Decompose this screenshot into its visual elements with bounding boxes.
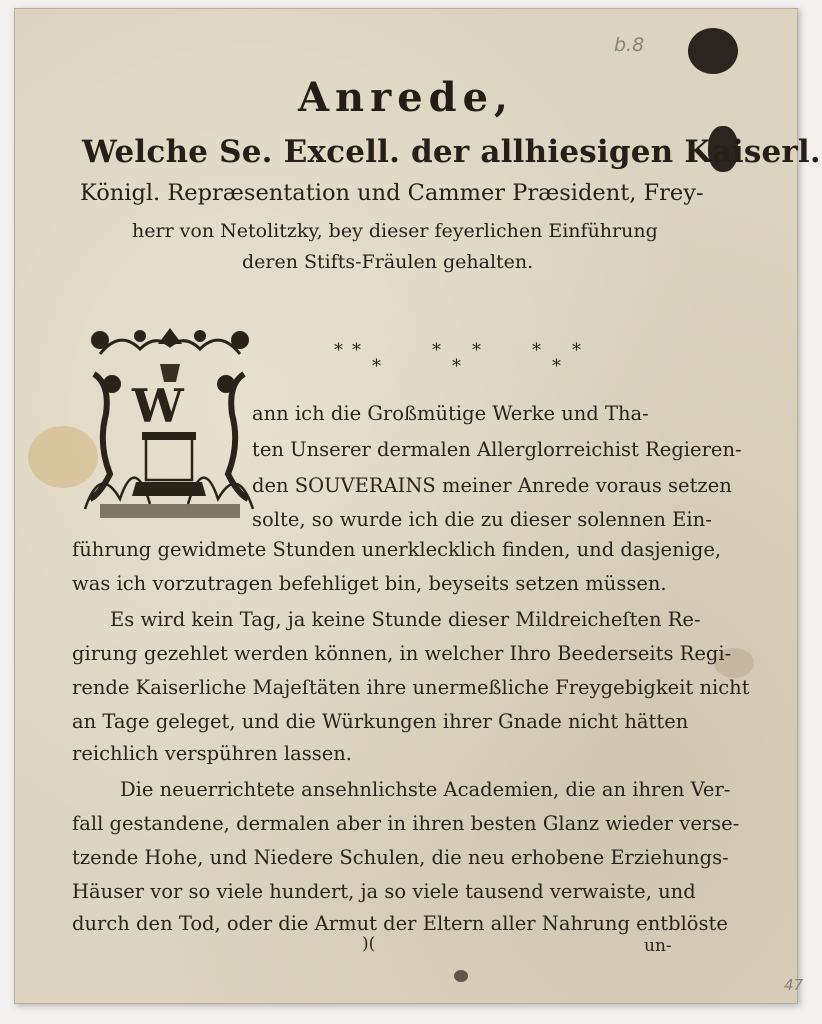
body-line: rende Kaiserliche Majeſtäten ihre unermeßliche Freygebigkeit nicht bbox=[72, 676, 750, 699]
body-line: ten Unserer dermalen Allerglorreichist Regieren- bbox=[252, 438, 742, 461]
body-line: tzende Hohe, und Niedere Schulen, die neu erhobene Erziehungs- bbox=[72, 846, 729, 869]
svg-text:W: W bbox=[132, 379, 184, 433]
pencil-annotation: 47 bbox=[784, 976, 804, 994]
ink-blot bbox=[688, 28, 738, 74]
body-line: Es wird kein Tag, ja keine Stunde dieser Mildreicheſten Re- bbox=[110, 608, 701, 631]
pencil-annotation: b.8 bbox=[614, 34, 645, 56]
ornamental-stars: * * * * * * * * * bbox=[334, 340, 581, 377]
body-line: Häuser vor so viele hundert, ja so viele tausend verwaiste, und bbox=[72, 880, 696, 903]
body-line: fall gestandene, dermalen aber in ihren besten Glanz wieder verse- bbox=[72, 812, 740, 835]
body-line: was ich vorzutragen befehliget bin, beyseits setzen müssen. bbox=[72, 572, 667, 595]
heading-line: Königl. Repræsentation und Cammer Præsident, Frey- bbox=[80, 180, 704, 206]
document-page bbox=[14, 8, 821, 1004]
body-line: durch den Tod, oder die Armut der Eltern aller Nahrung entblöste bbox=[72, 912, 728, 935]
signature-mark: )( bbox=[362, 934, 376, 954]
body-line: führung gewidmete Stunden unerklecklich finden, und dasjenige, bbox=[72, 538, 722, 561]
page-title: Anrede, bbox=[298, 74, 514, 121]
body-line: reichlich verspühren lassen. bbox=[72, 742, 353, 765]
body-line: den SOUVERAINS meiner Anrede voraus setzen bbox=[252, 474, 732, 497]
body-line: solte, so wurde ich die zu dieser solennen Ein- bbox=[252, 508, 712, 531]
heading-line: Welche Se. Excell. der allhiesigen Kaiserl. bbox=[82, 134, 821, 170]
body-line: an Tage geleget, und die Würkungen ihrer Gnade nicht hätten bbox=[72, 710, 689, 733]
catchword: un- bbox=[644, 936, 672, 956]
heading-line: herr von Netolitzky, bey dieser feyerlichen Einführung bbox=[132, 220, 658, 242]
decorated-initial-woodcut bbox=[80, 324, 258, 526]
heading-line: deren Stifts-Fräulen gehalten. bbox=[242, 251, 534, 273]
body-line: Die neuerrichtete ansehnlichste Academien, die an ihren Ver- bbox=[120, 778, 731, 801]
ink-speck bbox=[454, 970, 468, 982]
body-line: ann ich die Großmütige Werke und Tha- bbox=[252, 402, 649, 425]
body-line: girung gezehlet werden können, in welcher Ihro Beederseits Regi- bbox=[72, 642, 732, 665]
